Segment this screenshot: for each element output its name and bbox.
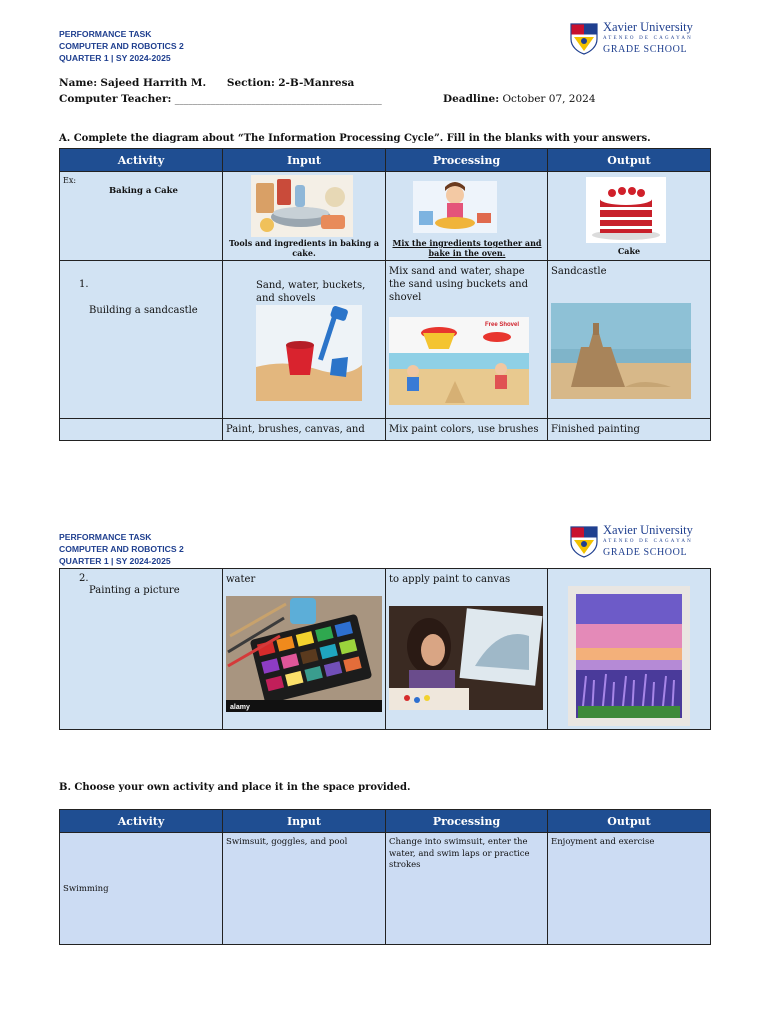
- table-row-example: [60, 172, 711, 261]
- table-row-2: [60, 569, 711, 730]
- logo-university: Xavier University: [603, 20, 693, 34]
- deadline-line: [443, 93, 596, 105]
- part-b-instruction: B. Choose your own activity and place it in the space provided.: [59, 782, 411, 793]
- section-value: 2-B-Manresa: [278, 77, 355, 89]
- header-course-2: COMPUTER AND ROBOTICS 2: [59, 544, 184, 554]
- shield-icon: [570, 23, 598, 55]
- row2-processing-top: Mix paint colors, use brushes: [389, 424, 539, 435]
- sand-play-image: [389, 317, 529, 405]
- baking-tools-image: [251, 175, 353, 237]
- teacher-label: Computer Teacher:: [59, 93, 172, 105]
- deadline-value: October 07, 2024: [502, 93, 596, 105]
- row1-processing: Mix sand and water, shape the sand using buckets and shovel: [389, 266, 529, 303]
- row1-output-cell: [548, 261, 711, 419]
- b-processing-cell: [386, 833, 548, 945]
- example-input-cell: [223, 172, 386, 261]
- col-input: Input: [223, 149, 386, 172]
- free-shovel-label: Free Shovel: [485, 322, 520, 328]
- example-activity: Baking a Cake: [109, 186, 178, 196]
- header-task-2: PERFORMANCE TASK: [59, 532, 152, 542]
- row1-activity: Building a sandcastle: [89, 305, 198, 316]
- row2-input-top: Paint, brushes, canvas, and: [226, 424, 365, 435]
- logo-university-2: Xavier University: [603, 523, 693, 537]
- name-label: Name:: [59, 77, 98, 89]
- example-output-cell: [548, 172, 711, 261]
- col-processing: Processing: [386, 149, 548, 172]
- shield-icon: [570, 526, 598, 558]
- row2-output-cell: [548, 569, 711, 730]
- table-b-header-row: [60, 810, 711, 833]
- row2-activity: Painting a picture: [89, 585, 180, 596]
- own-activity-table: [59, 809, 711, 945]
- logo-ateneo-2: ATENEO DE CAGAYAN: [603, 539, 693, 544]
- table-row-1: [60, 261, 711, 419]
- header-course: COMPUTER AND ROBOTICS 2: [59, 41, 184, 51]
- row1-activity-cell: [60, 261, 223, 419]
- row2-output-cell-top: [548, 419, 711, 441]
- b-input-cell: [223, 833, 386, 945]
- row2-activity-cell: [60, 569, 223, 730]
- watercolor-set-image: [226, 596, 382, 712]
- school-logo-2: [570, 525, 693, 558]
- example-activity-cell: [60, 172, 223, 261]
- school-logo: [570, 22, 693, 55]
- b-output: Enjoyment and exercise: [551, 837, 655, 847]
- lavender-painting-image: [568, 586, 690, 726]
- b-col-processing: Processing: [386, 810, 548, 833]
- teacher-blank: ______________________________________________: [174, 95, 382, 105]
- table-header-row: [60, 149, 711, 172]
- row1-output: Sandcastle: [551, 266, 607, 277]
- b-col-activity: Activity: [60, 810, 223, 833]
- logo-ateneo: ATENEO DE CAGAYAN: [603, 36, 693, 41]
- b-output-cell: [548, 833, 711, 945]
- header-task: PERFORMANCE TASK: [59, 29, 152, 39]
- name-line: [59, 77, 354, 89]
- sand-bucket-image: [256, 305, 362, 401]
- row2-activity-cell-top: [60, 419, 223, 441]
- example-prefix: Ex:: [63, 176, 77, 185]
- alamy-watermark: alamy: [230, 704, 250, 711]
- row2-input-cell-top: [223, 419, 386, 441]
- part-a-instruction: A. Complete the diagram about “The Information Processing Cycle”. Fill in the blanks with your answers.: [59, 133, 651, 144]
- col-activity: Activity: [60, 149, 223, 172]
- doc-header-page-2: [59, 531, 184, 567]
- logo-grade-school: GRADE SCHOOL: [603, 44, 688, 55]
- deadline-label: Deadline:: [443, 93, 500, 105]
- doc-header: [59, 28, 184, 64]
- info-cycle-table-continued: [59, 568, 711, 730]
- b-input: Swimsuit, goggles, and pool: [226, 837, 348, 847]
- header-quarter: QUARTER 1 | SY 2024-2025: [59, 53, 171, 63]
- row2-input: water: [226, 574, 256, 585]
- row2-input-cell: [223, 569, 386, 730]
- example-output-caption: Cake: [617, 246, 641, 256]
- header-quarter-2: QUARTER 1 | SY 2024-2025: [59, 556, 171, 566]
- b-col-output: Output: [548, 810, 711, 833]
- table-b-row: [60, 833, 711, 945]
- row1-number: 1.: [79, 279, 89, 290]
- col-output: Output: [548, 149, 711, 172]
- row1-processing-cell: [386, 261, 548, 419]
- row2-number: 2.: [79, 573, 89, 584]
- row2-output: Finished painting: [551, 424, 640, 435]
- cake-image: [586, 177, 666, 243]
- mixing-child-image: [413, 181, 497, 233]
- logo-grade-school-2: GRADE SCHOOL: [603, 547, 688, 558]
- b-activity-cell: [60, 833, 223, 945]
- table-row-2-top: [60, 419, 711, 441]
- example-processing-cell: [386, 172, 548, 261]
- example-input-caption: Tools and ingredients in baking a cake.: [228, 238, 380, 258]
- row2-processing-cell-top: [386, 419, 548, 441]
- child-painting-image: [389, 606, 543, 710]
- teacher-line: [59, 93, 382, 105]
- row2-processing: to apply paint to canvas: [389, 574, 511, 585]
- name-value: Sajeed Harrith M.: [100, 77, 207, 89]
- b-activity: Swimming: [63, 883, 109, 894]
- row1-input: Sand, water, buckets, and shovels: [256, 280, 366, 304]
- section-label: Section:: [226, 77, 275, 89]
- b-col-input: Input: [223, 810, 386, 833]
- example-processing-caption: Mix the ingredients together and bake in the oven.: [392, 238, 542, 258]
- row2-processing-cell: [386, 569, 548, 730]
- info-cycle-table: [59, 148, 711, 441]
- row1-input-cell: [223, 261, 386, 419]
- sandcastle-image: [551, 303, 691, 399]
- b-processing: Change into swimsuit, enter the water, and swim laps or practice strokes: [389, 837, 530, 870]
